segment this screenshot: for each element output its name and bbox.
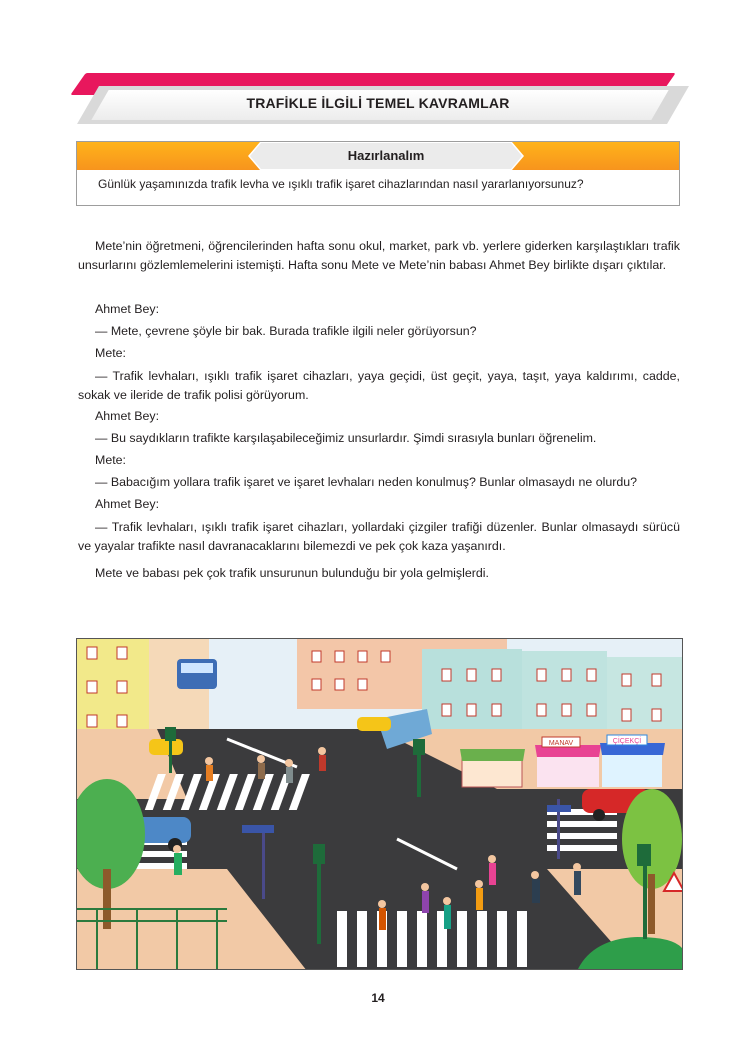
prep-box-label: Hazırlanalım <box>347 148 425 163</box>
taxi-back <box>357 717 391 731</box>
back-building <box>297 639 427 709</box>
manav-sign: MANAV <box>548 740 574 747</box>
closing-paragraph: Mete ve babası pek çok trafik unsurunun bulunduğu bir yola gelmişlerdi. <box>95 566 489 580</box>
dialogue-line: — Trafik levhaları, ışıklı trafik işaret cihazları, yaya geçidi, üst geçit, yaya, taşıt, yaya kaldırımı, cadde, sokak ve ileride de trafik polisi görüyorum. <box>78 369 680 402</box>
page-number: 14 <box>371 991 385 1005</box>
speaker-label: Ahmet Bey: <box>95 497 160 511</box>
dialogue-line: — Mete, çevrene şöyle bir bak. Burada trafikle ilgili neler görüyorsun? <box>95 324 477 338</box>
prep-box-question: Günlük yaşamınızda trafik levha ve ışıklı trafik işaret cihazlarından nasıl yararlanıyorsunuz? <box>98 177 584 191</box>
intro-paragraph: Mete’nin öğretmeni, öğrencilerinden hafta sonu okul, market, park vb. yerlere giderken karşılaştıkları trafik unsurlarını gözlemlemelerini istemişti. Hafta sonu Mete ve Mete’nin babası Ahmet Bey birlikte dışarı çıktılar. <box>78 239 680 272</box>
speaker-label: Ahmet Bey: <box>95 302 160 316</box>
dialogue-line: — Bu saydıkların trafikte karşılaşabileceğimiz unsurlardır. Şimdi sırasıyla bunları öğrenelim. <box>95 431 597 445</box>
speaker-label: Ahmet Bey: <box>95 409 160 423</box>
bus <box>177 659 217 689</box>
page-title: TRAFİKLE İLGİLİ TEMEL KAVRAMLAR <box>246 95 510 111</box>
speaker-label: Mete: <box>95 453 126 467</box>
dialogue-line: — Trafik levhaları, ışıklı trafik işaret cihazları, yollardaki çizgiler trafiği düzenler. Bunlar olmasaydı sürücü ve yayalar trafikte nasıl davranacaklarını bilemezdi ve pek çok kaza yaşanırdı. <box>78 520 680 553</box>
dialogue-line: — Babacığım yollara trafik işaret ve işaret levhaları neden konulmuş? Bunlar olmasaydı ne olurdu? <box>95 475 638 489</box>
taxi-left <box>149 739 183 755</box>
street-scene-drawing <box>77 639 683 970</box>
speaker-label: Mete: <box>95 346 126 360</box>
cicekci-sign: ÇİÇEKÇİ <box>612 738 642 745</box>
street-illustration <box>76 638 683 970</box>
